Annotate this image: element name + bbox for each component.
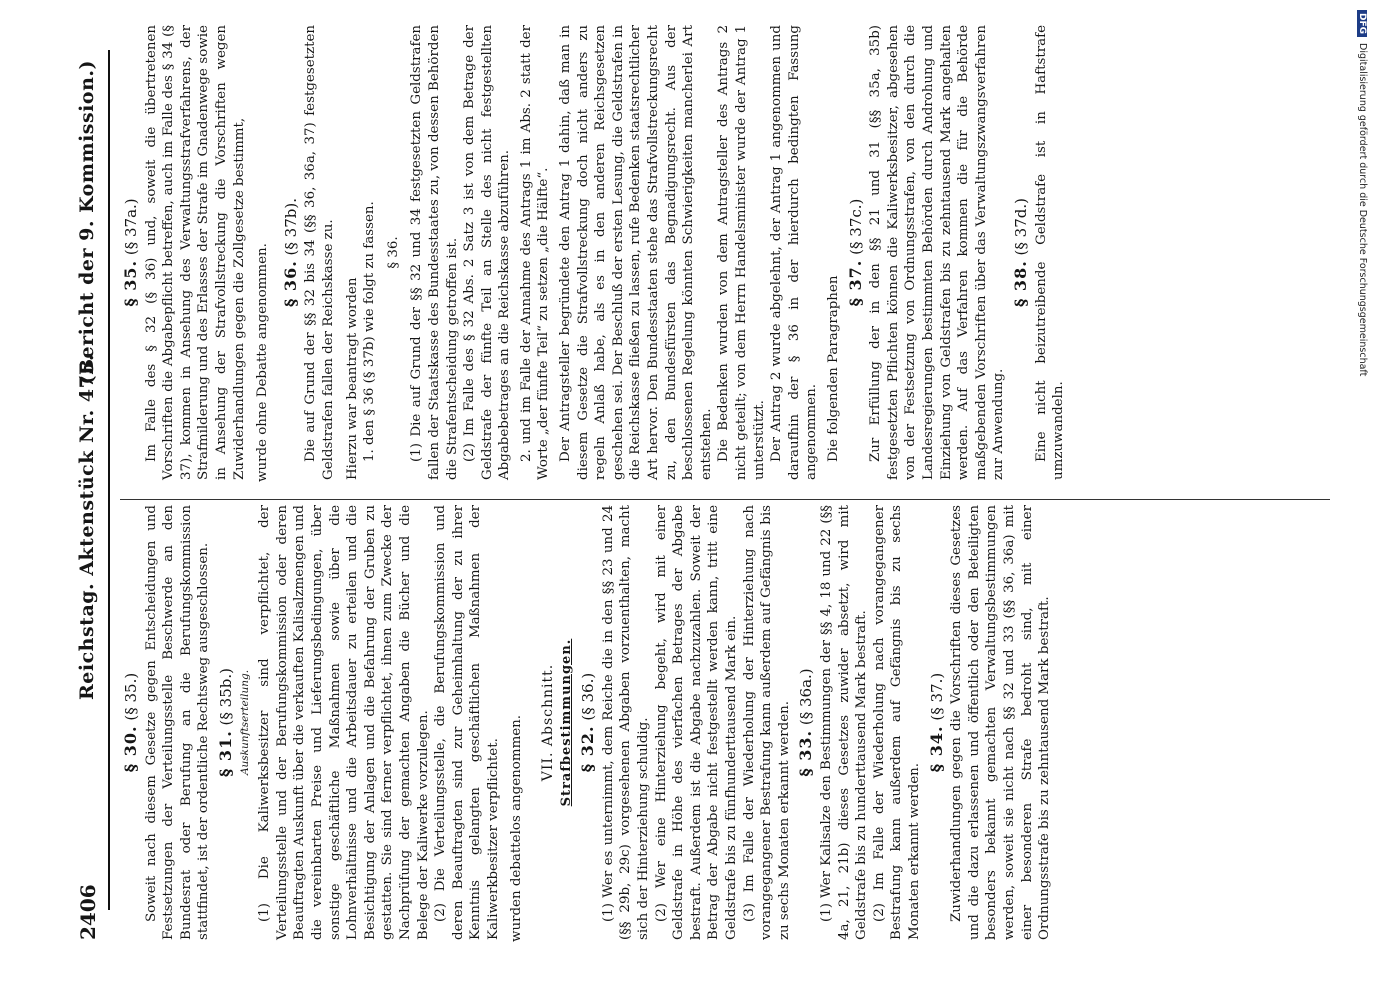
paragraph: Der Antrag 2 wurde abgelehnt, der Antrag 1 angenommen und daraufhin der § 36 in der hierdurch bedingten Fassung angenommen.: [769, 25, 820, 480]
note-text: wurde ohne Debatte angenommen.: [255, 243, 271, 482]
page-header: [72, 60, 106, 940]
header-right-title: (Bericht der 9. Kommission.): [76, 60, 98, 385]
paragraph: 2. und im Falle der Annahme des Antrags 1 im Abs. 2 statt der Worte „der fünfte Teil“ zu setzen „die Hälfte“.: [518, 25, 552, 480]
paragraph: Eine nicht beizutreibende Geldstrafe ist in Haftstrafe umzuwandeln.: [1033, 25, 1067, 480]
column-divider: [120, 499, 1330, 500]
section-heading: § 36.: [385, 236, 401, 269]
sidebar-text-row: [1348, 10, 1368, 990]
paragraph: Soweit nach diesem Gesetze gegen Entscheidungen und Festsetzungen der Verteilungsstelle Beschwerde an den Bundesrat oder Berufung an die Berufungskommission stattfindet, ist der ordentliche Rechtsweg ausgeschlossen.: [143, 505, 212, 940]
paragraph: (1) Wer Kalisalze den Bestimmungen der §§ 4, 18 und 22 (§§ 4a, 21, 21b) dieses Gesetzes zuwider absetzt, wird mit Geldstrafe bis zu hunderttausend Mark bestraft.: [818, 505, 870, 940]
paragraph: Die auf Grund der §§ 32 bis 34 (§§ 36, 36a, 37) festgesetzten Geldstrafen fallen der Reichskasse zu.: [303, 25, 336, 480]
paragraph: Im Falle des § 32 (§ 36) und, soweit die übertretenen Vorschriften die Abgabepflicht betreffen, auch im Falle des § 34 (§ 37), kommen in Ansehung des Verwaltungsstrafverfahrens, der Strafmilderung und des Erlasses der Strafe im Gnadenwege sowie in Ansehung der Strafvollstreckung die Vorschriften wegen Zuwiderhandlungen gegen die Zollgesetze bestimmt,: [143, 25, 247, 480]
chapter-heading: VII. Abschnitt.: [540, 663, 557, 782]
paragraph: (2) Im Falle der Wiederholung nach vorangegangener Bestrafung kann außerdem auf Gefängnis bis zu sechs Monaten erkannt werden.: [871, 505, 922, 940]
paragraph: Der Antragsteller begründete den Antrag 1 dahin, daß man in diesem Gesetze die Strafvollstreckung doch nicht anders zu regeln Anlaß habe, als es in den anderen Reichsgesetzen geschehen sei. Der Beschluß der ersten Lesung, die Geldstrafen in die Reichskasse fließen zu lassen, rufe Bedenken staatsrechtlicher Art hervor. Den Bundesstaaten stehe das Strafvollstreckungsrecht zu, den Bundesfürsten das Begnadigungsrecht. Aus der beschlossenen Regelung könnten Schwierigkeiten mancherlei Art entstehen.: [558, 24, 714, 480]
paragraph: Die Bedenken wurden von dem Antragsteller des Antrags 2 nicht geteilt; von dem Herrn Handelsminister wurde der Antrag 1 unterstützt.: [716, 25, 767, 480]
paragraph: (1) Die auf Grund der §§ 32 und 34 festgesetzten Geldstrafen fallen der Staatskasse des Bundesstaates zu, von dessen Behörden die Strafentscheidung getroffen ist.: [409, 25, 460, 480]
section-heading: § 35. (§ 37a.): [121, 198, 140, 307]
section-heading: § 31. (§ 35b.): [215, 668, 235, 777]
paragraph: Die folgenden Paragraphen: [825, 275, 841, 462]
section-heading: § 36. (§ 37b).: [280, 198, 300, 307]
section-subtitle: Auskunftserteilung.: [238, 669, 251, 776]
paragraph: (2) Im Falle des § 32 Abs. 2 Satz 3 ist von dem Betrage der Geldstrafe der fünfte Teil an Stelle des nicht festgestellten Abgabebetrages an die Reichskasse abzuführen.: [462, 25, 513, 480]
section-heading: § 37. (§ 37c.): [845, 198, 865, 307]
digitization-sidebar: [1350, 10, 1376, 1000]
paragraph: (3) Im Falle der Wiederholung der Hinterziehung nach vorangegangener Bestrafung kann außerdem auf Gefängnis bis zu sechs Monaten erkannt werden.: [741, 505, 792, 940]
section-heading: § 32. (§ 36.): [578, 672, 598, 773]
section-heading: § 30. (§ 35.): [121, 672, 140, 773]
section-heading: § 33. (§ 36a.): [796, 668, 816, 777]
paragraph: 1. den § 36 (§ 37b) wie folgt zu fassen.: [362, 201, 378, 462]
note-text: wurden debattelos angenommen.: [509, 714, 525, 942]
header-rule: [108, 50, 110, 910]
paragraph: Zuwiderhandlungen gegen die Vorschriften dieses Gesetzes und die dazu erlassenen und öffentlich oder den Beteiligten besonders bekannt gemachten Verwaltungsbestimmungen werden, soweit sie nicht nach §§ 32 und 33 (§§ 36, 36a) mit einer besonderen Strafe bedroht sind, mit einer Ordnungsstrafe bis zu zehntausend Mark bestraft.: [949, 505, 1053, 940]
paragraph: (1) Wer es unternimmt, dem Reiche die in den §§ 23 und 24 (§§ 29b, 29c) vorgesehenen Abgaben vorzuenthalten, macht sich der Hinterziehung schuldig.: [600, 505, 652, 940]
header-left-title: Reichstag. Aktenstück Nr. 475.: [76, 353, 98, 700]
paragraph: Zur Erfüllung der in den §§ 21 und 31 (§§ 35a, 35b) festgesetzten Pflichten können die Kaliwerksbesitzer, abgesehen von der Festsetzung von Ordnungsstrafen, von den durch die Landesregierungen bestimmten Behörden durch Androhung und Einziehung von Geldstrafen bis zu zehntausend Mark angehalten werden. Auf das Verfahren kommen die für die Behörde maßgebenden Vorschriften über das Verwaltungszwangsverfahren zur Anwendung.: [868, 25, 1007, 480]
chapter-title: Strafbestimmungen.: [558, 638, 574, 807]
paragraph: (1) Die Kaliwerksbesitzer sind verpflichtet, der Verteilungsstelle und der Berufungskommission oder deren Beauftragten Auskunft über die verkauften Kalisalzmengen und die vereinbarten Preise und Lieferungsbedingungen, über sonstige geschäftliche Maßnahmen sowie über die Lohnverhältnisse und die Arbeitsdauer zu erteilen und die Besichtigung der Anlagen und die Befahrung der Gruben zu gestatten. Sie sind ferner verpflichtet, ihnen zum Zwecke der Nachprüfung der gemachten Angaben die Bücher und die Belege der Kaliwerke vorzulegen.: [257, 505, 431, 940]
right-column: [118, 25, 1068, 480]
section-heading: § 34. (§ 37.): [926, 672, 946, 773]
paragraph: Hierzu war beantragt worden: [344, 277, 360, 480]
page-number: 2406: [76, 884, 100, 940]
left-column: [118, 505, 1054, 940]
paragraph: (2) Wer eine Hinterziehung begeht, wird mit einer Geldstrafe in Höhe des vierfachen Betrages der Abgabe bestraft. Außerdem ist die Abgabe nachzuzahlen. Soweit der Betrag der Abgabe nicht festgestellt werden kann, tritt eine Geldstrafe bis zu fünfhunderttausend Mark ein.: [653, 505, 739, 940]
section-heading: § 38. (§ 37d.): [1010, 198, 1030, 307]
dfg-logo: DFG: [1357, 10, 1367, 37]
paragraph: (2) Die Verteilungsstelle, die Berufungskommission und deren Beauftragten sind zur Geheimhaltung der zu ihrer Kenntnis gelangten geschäftlichen Maßnahmen der Kaliwerkbesitzer verpflichtet.: [433, 505, 501, 940]
digitization-credit: Digitalisierung gefördert durch die Deutsche Forschungsgemeinschaft: [1357, 43, 1368, 377]
